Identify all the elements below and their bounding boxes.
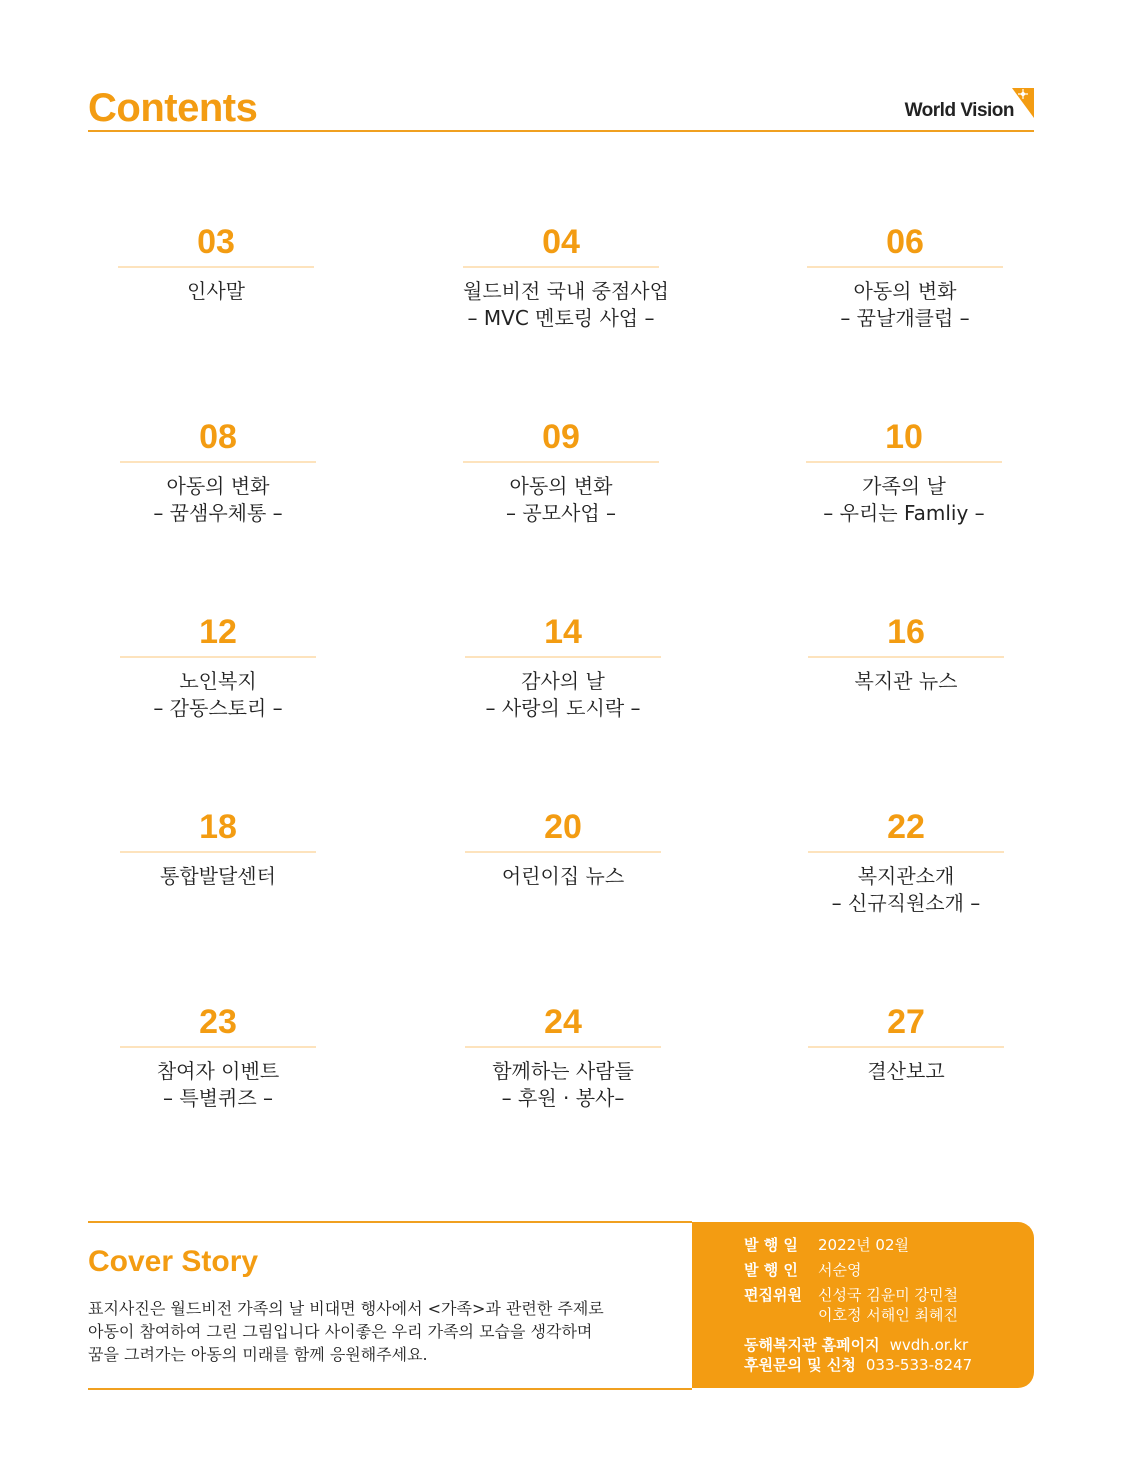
cover-line: 표지사진은 월드비전 가족의 날 비대면 행사에서 <가족>과 관련한 주제로 <box>88 1299 604 1318</box>
divider <box>465 851 661 853</box>
info-value: 2022년 02월 <box>818 1236 910 1254</box>
homepage-link[interactable]: wvdh.or.kr <box>889 1336 969 1354</box>
page-number: 08 <box>199 418 237 456</box>
page-number: 22 <box>887 808 925 846</box>
world-vision-logo <box>894 88 1034 128</box>
page-number: 27 <box>887 1003 925 1041</box>
item-subtitle: – 꿈날개클럽 – <box>840 306 970 330</box>
item-title: 결산보고 <box>867 1059 945 1083</box>
cover-line: 꿈을 그려가는 아동의 미래를 함께 응원해주세요. <box>88 1345 428 1364</box>
item-subtitle: – 공모사업 – <box>506 501 616 525</box>
publication-info <box>692 1222 1034 1388</box>
item-title: 아동의 변화 <box>853 279 957 303</box>
info-label: 후원문의 및 신청 <box>744 1356 856 1374</box>
contents-item[interactable] <box>463 415 659 527</box>
contents-item[interactable] <box>808 610 1004 695</box>
page-number: 10 <box>885 418 923 456</box>
item-title: 노인복지 <box>179 669 257 693</box>
contents-item[interactable] <box>463 220 669 332</box>
page-number: 23 <box>199 1003 237 1041</box>
item-subtitle: – 사랑의 도시락 – <box>485 696 641 720</box>
contents-item[interactable] <box>465 610 661 722</box>
item-title: 참여자 이벤트 <box>156 1059 280 1083</box>
info-editors-2 <box>744 1305 958 1325</box>
divider <box>120 461 316 463</box>
item-subtitle: – 신규직원소개 – <box>831 891 981 915</box>
info-value: 서순영 <box>818 1261 862 1279</box>
contents-item[interactable] <box>806 415 1002 527</box>
divider <box>806 461 1002 463</box>
item-title: 아동의 변화 <box>166 474 270 498</box>
brand-name: World Vision <box>904 100 1014 121</box>
item-title: 어린이집 뉴스 <box>501 864 625 888</box>
divider <box>463 266 659 268</box>
item-title: 복지관 뉴스 <box>854 669 958 693</box>
page-title: Contents <box>88 86 258 130</box>
support-phone: 033-533-8247 <box>865 1356 973 1374</box>
info-label: 동해복지관 홈페이지 <box>744 1336 880 1354</box>
item-title: 함께하는 사람들 <box>492 1059 634 1083</box>
item-title: 통합발달센터 <box>160 864 276 888</box>
item-title: 감사의 날 <box>521 669 605 693</box>
item-subtitle: – 특별퀴즈 – <box>163 1086 273 1110</box>
page-number: 06 <box>886 223 924 261</box>
divider <box>808 656 1004 658</box>
divider <box>465 1046 661 1048</box>
divider <box>808 851 1004 853</box>
page-header <box>88 86 1034 132</box>
cover-line: 아동이 참여하여 그린 그림입니다 사이좋은 우리 가족의 모습을 생각하며 <box>88 1322 593 1341</box>
item-subtitle: – 후원 · 봉사– <box>501 1086 625 1110</box>
contents-item[interactable] <box>120 415 316 527</box>
contents-item[interactable] <box>807 220 1003 332</box>
page-number: 09 <box>542 418 580 456</box>
world-vision-star-icon <box>1012 88 1034 118</box>
cover-story <box>88 1221 692 1390</box>
item-title: 복지관소개 <box>857 864 955 888</box>
page-number: 16 <box>887 613 925 651</box>
info-label: 발 행 인 <box>744 1261 798 1279</box>
info-editors <box>744 1285 958 1305</box>
contents-item[interactable] <box>808 1000 1004 1085</box>
info-date <box>744 1235 909 1255</box>
page-number: 20 <box>544 808 582 846</box>
page-number: 12 <box>199 613 237 651</box>
item-subtitle: – 감동스토리 – <box>153 696 283 720</box>
info-label: 편집위원 <box>744 1286 802 1304</box>
item-title: 월드비전 국내 중점사업 <box>463 279 669 303</box>
divider <box>120 656 316 658</box>
item-title: 인사말 <box>187 279 245 303</box>
contents-item[interactable] <box>120 610 316 722</box>
page-number: 04 <box>542 223 580 261</box>
item-title: 아동의 변화 <box>509 474 613 498</box>
divider <box>118 266 314 268</box>
page-number: 24 <box>544 1003 582 1041</box>
info-homepage <box>744 1335 968 1355</box>
item-subtitle: – 우리는 Famliy – <box>823 501 985 525</box>
divider <box>463 461 659 463</box>
divider <box>465 656 661 658</box>
info-support <box>744 1355 972 1375</box>
page-number: 14 <box>544 613 582 651</box>
contents-item[interactable] <box>808 805 1004 917</box>
info-value: 이호정 서해인 최혜진 <box>818 1306 958 1324</box>
contents-item[interactable] <box>465 1000 661 1112</box>
item-subtitle: – 꿈샘우체통 – <box>153 501 283 525</box>
page-number: 18 <box>199 808 237 846</box>
divider <box>120 851 316 853</box>
item-subtitle: – MVC 멘토링 사업 – <box>467 306 655 330</box>
cover-story-title: Cover Story <box>88 1245 259 1278</box>
contents-item[interactable] <box>465 805 661 890</box>
info-value: 신성국 김윤미 강민철 <box>818 1286 958 1304</box>
item-title: 가족의 날 <box>862 474 946 498</box>
divider <box>120 1046 316 1048</box>
info-label: 발 행 일 <box>744 1236 798 1254</box>
contents-item[interactable] <box>120 805 316 890</box>
cover-story-text <box>88 1297 678 1366</box>
info-publisher <box>744 1260 861 1280</box>
contents-item[interactable] <box>120 1000 316 1112</box>
page-number: 03 <box>197 223 235 261</box>
contents-item[interactable] <box>118 220 314 305</box>
divider <box>807 266 1003 268</box>
divider <box>808 1046 1004 1048</box>
